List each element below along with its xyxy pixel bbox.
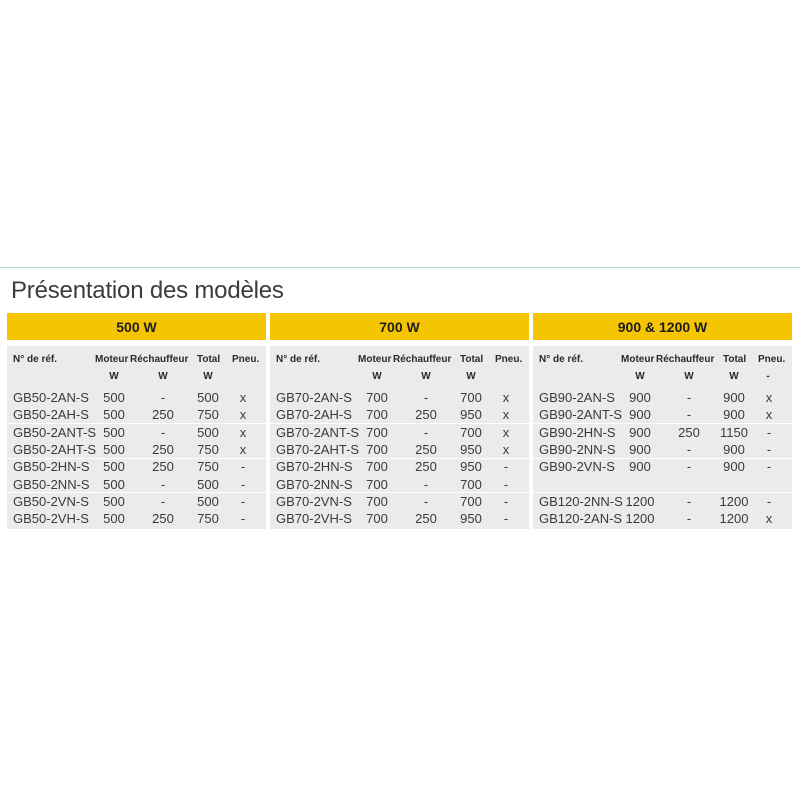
pneumatic-flag: - [240,493,246,509]
unit-label: W [203,371,213,382]
heater-watts: 250 [415,459,437,475]
column-header: Pneu. [495,354,523,365]
total-watts: 950 [460,459,482,475]
motor-watts: 500 [103,441,125,457]
block-header: 900 & 1200 W [533,313,792,340]
pneumatic-flag: - [240,511,246,527]
table-row [7,510,266,527]
model-ref: GB50-2AN-S [13,390,89,405]
model-ref: GB120-2NN-S [539,493,623,509]
model-ref: GB50-2ANT-S [13,424,97,440]
column-header-row [270,351,529,368]
heater-watts: 250 [152,407,174,423]
total-watts: 750 [197,459,219,475]
heater-watts: - [686,390,692,405]
motor-watts: 900 [629,424,651,440]
model-ref: GB70-2AHT-S [276,441,360,457]
pneumatic-flag: - [503,511,509,527]
unit-label: W [421,371,431,382]
total-watts: 700 [460,476,482,492]
pneumatic-flag: x [239,407,247,423]
unit-label: W [466,371,476,382]
motor-watts: 700 [366,424,388,440]
total-watts: 950 [460,511,482,527]
table-row [270,441,529,458]
motor-watts: 900 [629,390,651,405]
column-header: N° de réf. [276,354,321,365]
column-header-row [7,351,266,368]
model-ref: GB50-2HN-S [13,459,90,475]
heater-watts: 250 [415,407,437,423]
pneumatic-flag: x [502,407,510,423]
heater-watts: - [160,424,166,440]
pneumatic-flag: x [765,390,773,405]
model-ref: GB70-2NN-S [276,476,353,492]
heater-watts: - [423,424,429,440]
total-watts: 700 [460,424,482,440]
table-row [7,458,266,475]
pneumatic-flag: - [240,476,246,492]
table-row [533,476,792,493]
pneumatic-flag: - [766,441,772,457]
motor-watts: 500 [103,424,125,440]
motor-watts: 1200 [625,493,655,509]
pneumatic-flag: x [239,441,247,457]
unit-label: W [158,371,168,382]
column-header: Moteur [358,354,392,365]
pneumatic-flag: x [765,407,773,423]
motor-watts: 900 [629,407,651,423]
pneumatic-flag: - [503,459,509,475]
pneumatic-flag: - [766,459,772,475]
heater-watts: 250 [415,511,437,527]
table-row [7,441,266,458]
unit-label: W [635,371,645,382]
total-watts: 700 [460,390,482,405]
model-ref: GB50-2AH-S [13,407,89,423]
column-header: Pneu. [232,354,260,365]
total-watts: 1200 [719,493,749,509]
model-block [533,313,792,529]
model-ref: GB90-2AN-S [539,390,615,405]
block-table [7,346,266,529]
unit-label: W [684,371,694,382]
column-header: N° de réf. [13,354,58,365]
top-divider [0,267,800,268]
model-ref: GB90-2HN-S [539,424,616,440]
block-header: 700 W [270,313,529,340]
column-header: Moteur [621,354,655,365]
motor-watts: 500 [103,390,125,405]
heater-watts: - [423,390,429,405]
heater-watts: 250 [678,424,700,440]
table-row [533,406,792,423]
table-row [7,493,266,510]
heater-watts: - [686,441,692,457]
pneumatic-flag: - [503,476,509,492]
total-watts: 1200 [719,511,749,527]
column-header: Total [723,354,747,365]
unit-label: W [372,371,382,382]
model-ref: GB70-2VH-S [276,511,352,527]
motor-watts: 500 [103,476,125,492]
heater-watts: - [686,459,692,475]
unit-label: - [766,371,770,382]
heater-watts: - [160,476,166,492]
model-ref: GB50-2VN-S [13,493,89,509]
motor-watts: 1200 [625,511,655,527]
model-ref: GB50-2AHT-S [13,441,97,457]
total-watts: 900 [723,407,745,423]
heater-watts: - [686,493,692,509]
motor-watts: 700 [366,493,388,509]
motor-watts: 700 [366,459,388,475]
pneumatic-flag: x [502,424,510,440]
motor-watts: 700 [366,476,388,492]
unit-header-row [7,368,266,385]
heater-watts: - [686,511,692,527]
pneumatic-flag: x [765,511,773,527]
model-ref: GB70-2AN-S [276,390,352,405]
total-watts: 500 [197,476,219,492]
unit-header-row [533,368,792,385]
motor-watts: 500 [103,511,125,527]
table-row [533,493,792,510]
heater-watts: 250 [415,441,437,457]
column-header: Réchauffeur [393,354,452,365]
heater-watts: - [686,407,692,423]
table-row [7,406,266,423]
total-watts: 900 [723,459,745,475]
total-watts: 950 [460,407,482,423]
motor-watts: 500 [103,459,125,475]
model-ref: GB50-2NN-S [13,476,90,492]
block-table [533,346,792,529]
motor-watts: 900 [629,459,651,475]
total-watts: 700 [460,493,482,509]
motor-watts: 900 [629,441,651,457]
model-ref: GB90-2NN-S [539,441,616,457]
motor-watts: 700 [366,407,388,423]
total-watts: 500 [197,493,219,509]
table-row [533,510,792,527]
column-header: Réchauffeur [130,354,189,365]
table-row [270,510,529,527]
total-watts: 750 [197,407,219,423]
column-header: Moteur [95,354,129,365]
table-row [7,424,266,441]
model-ref: GB90-2ANT-S [539,407,623,423]
unit-label: W [729,371,739,382]
unit-label: W [109,371,119,382]
heater-watts: 250 [152,441,174,457]
model-ref: GB90-2VN-S [539,459,615,475]
pneumatic-flag: x [502,441,510,457]
motor-watts: 700 [366,390,388,405]
column-header: Total [197,354,221,365]
heater-watts: - [160,493,166,509]
table-row [533,424,792,441]
model-block [270,313,529,529]
model-ref: GB70-2AH-S [276,407,352,423]
table-row [7,476,266,493]
heater-watts: 250 [152,459,174,475]
block-header: 500 W [7,313,266,340]
block-table [270,346,529,529]
pneumatic-flag: - [766,493,772,509]
motor-watts: 700 [366,441,388,457]
table-row [7,389,266,406]
unit-header-row [270,368,529,385]
motor-watts: 700 [366,511,388,527]
total-watts: 750 [197,441,219,457]
total-watts: 900 [723,390,745,405]
total-watts: 1150 [720,424,748,440]
table-row [270,458,529,475]
total-watts: 900 [723,441,745,457]
column-header: Pneu. [758,354,786,365]
table-row [270,424,529,441]
table-row [533,441,792,458]
heater-watts: 250 [152,511,174,527]
motor-watts: 500 [103,493,125,509]
model-block [7,313,266,529]
pneumatic-flag: x [239,390,247,405]
total-watts: 500 [197,390,219,405]
table-row [270,406,529,423]
heater-watts: - [423,493,429,509]
pneumatic-flag: x [239,424,247,440]
total-watts: 750 [197,511,219,527]
model-ref: GB70-2VN-S [276,493,352,509]
heater-watts: - [423,476,429,492]
model-ref: GB70-2HN-S [276,459,353,475]
table-row [270,493,529,510]
total-watts: 500 [197,424,219,440]
heater-watts: - [160,390,166,405]
pneumatic-flag: x [502,390,510,405]
table-row [270,476,529,493]
pneumatic-flag: - [503,493,509,509]
total-watts: 950 [460,441,482,457]
model-ref: GB120-2AN-S [539,511,623,527]
table-row [533,458,792,475]
column-header: Réchauffeur [656,354,715,365]
column-header: Total [460,354,484,365]
table-row [533,389,792,406]
table-row [270,389,529,406]
page-title: Présentation des modèles [11,277,284,304]
model-ref: GB70-2ANT-S [276,424,360,440]
pneumatic-flag: - [766,424,772,440]
pneumatic-flag: - [240,459,246,475]
column-header: N° de réf. [539,354,584,365]
motor-watts: 500 [103,407,125,423]
column-header-row [533,351,792,368]
model-ref: GB50-2VH-S [13,511,89,527]
